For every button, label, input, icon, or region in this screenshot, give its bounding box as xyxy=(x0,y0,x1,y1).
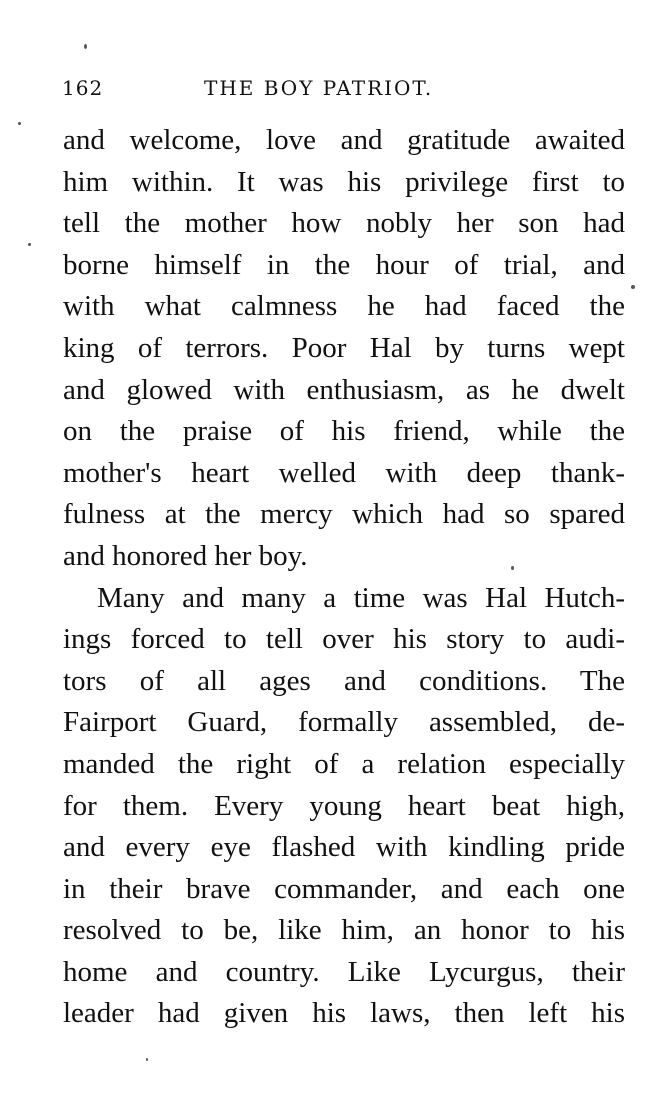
text-line: him within. It was his privilege first to xyxy=(63,165,625,198)
text-line: for them. Every young heart beat high, xyxy=(63,789,625,822)
text-line: ings forced to tell over his story to audi- xyxy=(63,623,625,656)
text-line: Fairport Guard, formally assembled, de- xyxy=(63,706,625,739)
book-title: THE BOY PATRIOT. xyxy=(204,76,434,100)
text-line: king of terrors. Poor Hal by turns wept xyxy=(63,331,625,364)
ink-speck xyxy=(631,285,635,289)
paragraph-first-line: Many and many a time was Hal Hutch- xyxy=(97,581,625,614)
text-line: and glowed with enthusiasm, as he dwelt xyxy=(63,373,625,406)
text-line: and welcome, love and gratitude awaited xyxy=(63,124,625,156)
text-line: manded the right of a relation especially xyxy=(63,747,625,780)
text-line: leader had given his laws, then left his xyxy=(63,997,625,1030)
text-line: with what calmness he had faced the xyxy=(63,290,625,323)
paragraph-last-line: and honored her boy. xyxy=(63,539,308,572)
running-head xyxy=(62,76,622,104)
page-number: 162 xyxy=(62,76,104,100)
text-line: mother's heart welled with deep thank- xyxy=(63,456,625,489)
text-line: tors of all ages and conditions. The xyxy=(63,664,625,697)
ink-speck xyxy=(146,1058,148,1061)
text-line: borne himself in the hour of trial, and xyxy=(63,248,625,281)
ink-speck xyxy=(84,44,87,49)
text-line: and every eye flashed with kindling pride xyxy=(63,831,625,864)
text-line: in their brave commander, and each one xyxy=(63,872,625,905)
text-line: resolved to be, like him, an honor to his xyxy=(63,914,625,947)
ink-speck xyxy=(28,243,31,246)
text-line: home and country. Like Lycurgus, their xyxy=(63,955,625,988)
ink-speck xyxy=(18,122,21,125)
text-line: tell the mother how nobly her son had xyxy=(63,207,625,240)
text-line: on the praise of his friend, while the xyxy=(63,415,625,448)
text-line: fulness at the mercy which had so spared xyxy=(63,498,625,531)
body-text xyxy=(63,120,625,1035)
